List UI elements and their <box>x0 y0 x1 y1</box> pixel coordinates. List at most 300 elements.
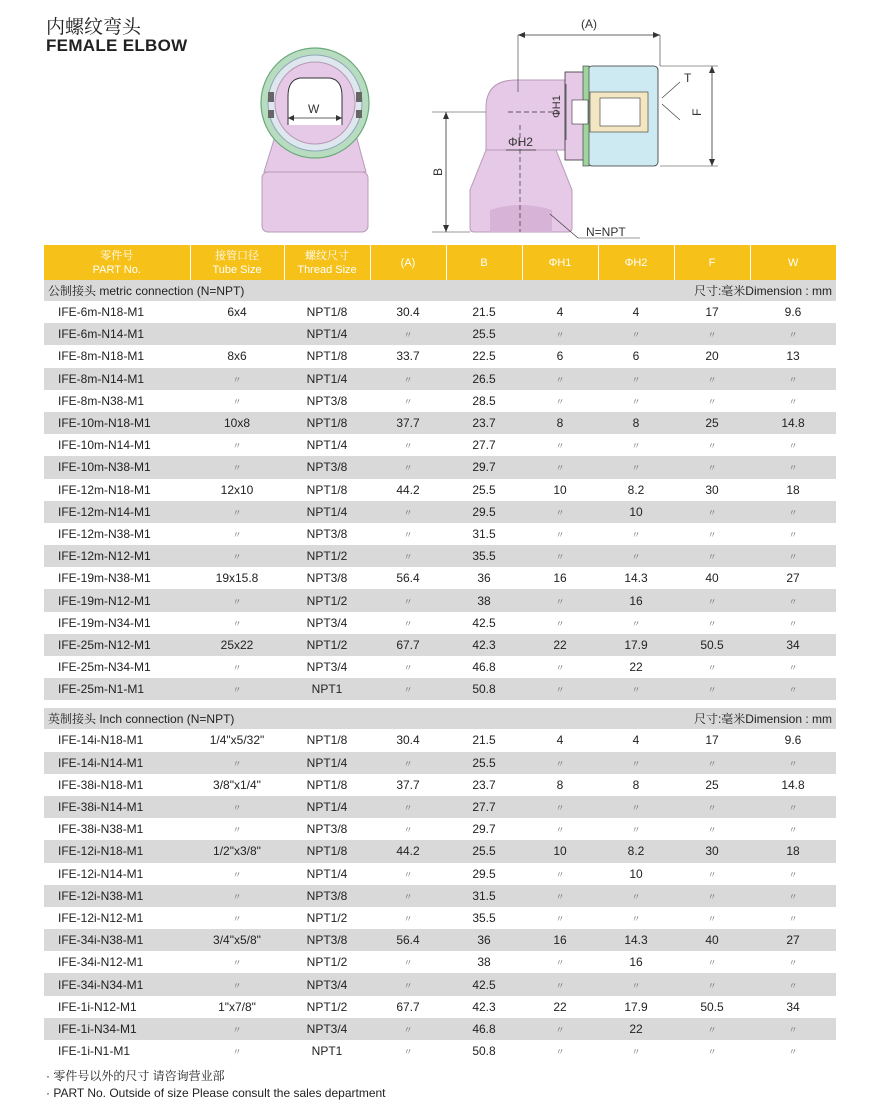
table-cell: 44.2 <box>396 482 420 497</box>
table-cell: 〃 <box>631 618 641 629</box>
table-cell: 〃 <box>555 913 565 924</box>
table-cell: 10 <box>598 501 674 523</box>
table-cell: NPT1/2 <box>284 589 370 611</box>
table-cell: 〃 <box>370 501 446 523</box>
table-cell: 13 <box>786 349 800 364</box>
col-header-tube-size: 接管口径 Tube Size <box>190 245 284 280</box>
table-cell: 〃 <box>674 752 750 774</box>
table-cell: 29.7 <box>472 822 496 837</box>
table-cell: IFE-12m-N14-M1 <box>44 501 190 523</box>
table-cell: IFE-14i-N18-M1 <box>58 733 144 748</box>
table-cell: 〃 <box>598 456 674 478</box>
table-cell: 33.7 <box>396 349 420 364</box>
table-cell: 8 <box>522 412 598 434</box>
table-cell: IFE-38i-N38-M1 <box>58 822 144 837</box>
table-cell: IFE-12m-N12-M1 <box>44 545 190 567</box>
table-cell: 30 <box>674 840 750 862</box>
table-cell: 〃 <box>707 1047 717 1058</box>
table-cell: 〃 <box>674 545 750 567</box>
table-cell: 4 <box>556 305 564 320</box>
table-cell: 〃 <box>750 796 836 818</box>
table-cell: NPT3/4 <box>306 660 348 675</box>
table-cell: 〃 <box>598 752 674 774</box>
table-cell: 8 <box>598 412 674 434</box>
table-cell: 25 <box>705 777 719 792</box>
table-cell: 8x6 <box>227 349 247 364</box>
table-row <box>44 752 836 774</box>
table-cell: IFE-14i-N14-M1 <box>44 752 190 774</box>
table-cell: IFE-34i-N34-M1 <box>44 973 190 995</box>
table-cell: 〃 <box>750 678 836 700</box>
table-cell: 〃 <box>788 913 798 924</box>
table-cell: 〃 <box>232 396 242 407</box>
table-cell: 50.5 <box>700 999 724 1014</box>
table-cell: 22.5 <box>472 349 496 364</box>
table-cell: 〃 <box>555 618 565 629</box>
table-cell: 〃 <box>788 441 798 452</box>
table-row <box>44 479 836 501</box>
table-cell: 21.5 <box>472 733 496 748</box>
table-cell: 34 <box>786 999 800 1014</box>
table-cell: 9.6 <box>784 305 802 320</box>
table-cell: NPT1/2 <box>306 955 348 970</box>
table-cell: 42.5 <box>472 615 496 630</box>
table-cell: NPT1/8 <box>306 305 348 320</box>
section-unit: 尺寸:毫米Dimension : mm <box>522 708 836 729</box>
table-row <box>44 1018 836 1040</box>
table-cell: NPT1 <box>284 678 370 700</box>
table-cell: 〃 <box>788 958 798 969</box>
table-cell: 23.7 <box>472 777 496 792</box>
table-cell: NPT3/8 <box>284 885 370 907</box>
table-cell: 〃 <box>555 869 565 880</box>
table-cell: 〃 <box>631 913 641 924</box>
table-cell: 8 <box>632 777 640 792</box>
table-cell: NPT3/8 <box>306 822 348 837</box>
col-header-part-no: 零件号 PART No. <box>44 245 190 280</box>
table-cell: 35.5 <box>446 545 522 567</box>
table-cell: 14.3 <box>624 571 648 586</box>
table-cell: IFE-1i-N12-M1 <box>58 999 137 1014</box>
table-cell: NPT3/8 <box>284 929 370 951</box>
table-cell: 〃 <box>190 589 284 611</box>
table-cell: 16 <box>629 955 643 970</box>
table-cell: 17.9 <box>598 634 674 656</box>
table-cell: 30 <box>705 482 719 497</box>
table-cell: IFE-19m-N34-M1 <box>58 615 151 630</box>
table-row <box>44 567 836 589</box>
col-header-a: (A) <box>370 245 446 280</box>
table-cell: IFE-12m-N38-M1 <box>58 526 151 541</box>
section-label: 英制接头 Inch connection (N=NPT) <box>44 708 522 729</box>
table-cell: 〃 <box>370 752 446 774</box>
table-cell: IFE-25m-N34-M1 <box>58 660 151 675</box>
table-cell: 〃 <box>370 545 446 567</box>
table-cell: 20 <box>705 349 719 364</box>
table-cell: NPT1/8 <box>306 733 348 748</box>
table-cell: 〃 <box>232 913 242 924</box>
table-cell: 〃 <box>370 589 446 611</box>
table-cell: 〃 <box>788 618 798 629</box>
table-row <box>44 951 836 973</box>
table-cell: 〃 <box>232 1047 242 1058</box>
table-cell: 1"x7/8" <box>218 999 256 1014</box>
col-header-b: B <box>446 245 522 280</box>
table-cell: 〃 <box>522 501 598 523</box>
table-row <box>44 840 836 862</box>
table-cell: 56.4 <box>370 929 446 951</box>
table-cell: IFE-10m-N14-M1 <box>58 438 151 453</box>
label-h2: ΦH2 <box>508 135 533 149</box>
table-row <box>44 368 836 390</box>
table-cell: 16 <box>598 589 674 611</box>
table-cell: 29.5 <box>446 501 522 523</box>
table-cell: NPT3/8 <box>306 393 348 408</box>
table-cell: NPT1/8 <box>306 482 348 497</box>
table-cell: 〃 <box>750 323 836 345</box>
table-cell: 17.9 <box>624 999 648 1014</box>
table-header-row <box>44 245 836 280</box>
table-cell: 18 <box>750 840 836 862</box>
table-cell: IFE-6m-N14-M1 <box>44 323 190 345</box>
table-cell: IFE-38i-N18-M1 <box>58 777 144 792</box>
table-cell: 31.5 <box>446 885 522 907</box>
table-cell: 6 <box>556 349 564 364</box>
table-cell: 30.4 <box>396 733 420 748</box>
table-cell: 40 <box>705 571 719 586</box>
table-cell: 〃 <box>750 368 836 390</box>
table-cell: 〃 <box>190 678 284 700</box>
table-cell: 6x4 <box>227 305 247 320</box>
table-cell: 〃 <box>555 529 565 540</box>
table-cell: NPT1/2 <box>306 910 348 925</box>
table-cell: 〃 <box>403 618 413 629</box>
table-cell: IFE-1i-N1-M1 <box>58 1044 131 1059</box>
table-row <box>44 456 836 478</box>
table-cell: 22 <box>522 634 598 656</box>
section-header <box>44 280 836 301</box>
table-cell: 〃 <box>598 323 674 345</box>
table-cell: NPT1/4 <box>284 796 370 818</box>
table-cell: NPT3/4 <box>284 1018 370 1040</box>
table-cell: 〃 <box>522 323 598 345</box>
table-cell: IFE-12i-N14-M1 <box>58 866 144 881</box>
table-cell: 25x22 <box>190 634 284 656</box>
table-row <box>44 774 836 796</box>
table-cell: 25 <box>674 412 750 434</box>
table-row <box>44 345 836 367</box>
table-cell: 〃 <box>232 825 242 836</box>
table-cell: 28.5 <box>472 393 496 408</box>
table-cell: 〃 <box>674 456 750 478</box>
table-cell: 〃 <box>598 885 674 907</box>
table-cell: NPT1/8 <box>306 777 348 792</box>
table-cell: NPT1/2 <box>306 999 348 1014</box>
table-cell: 1/2"x3/8" <box>190 840 284 862</box>
table-cell: 〃 <box>674 796 750 818</box>
table-cell: 〃 <box>631 825 641 836</box>
table-cell: 〃 <box>232 958 242 969</box>
table-cell: 〃 <box>403 958 413 969</box>
col-header-f: F <box>674 245 750 280</box>
table-cell: 22 <box>553 999 567 1014</box>
section-unit: 尺寸:毫米Dimension : mm <box>522 280 836 301</box>
table-cell: 〃 <box>707 618 717 629</box>
table-cell: NPT1/4 <box>284 752 370 774</box>
page-title-en: FEMALE ELBOW <box>46 36 188 55</box>
table-cell: IFE-19m-N12-M1 <box>44 589 190 611</box>
table-cell: 〃 <box>631 441 641 452</box>
table-cell: 〃 <box>750 589 836 611</box>
table-row <box>44 412 836 434</box>
table-cell: IFE-8m-N38-M1 <box>58 393 145 408</box>
table-cell: 25.5 <box>446 323 522 345</box>
table-cell: 46.8 <box>446 1018 522 1040</box>
table-row <box>44 434 836 456</box>
table-cell: 42.5 <box>446 973 522 995</box>
table-cell: 〃 <box>750 545 836 567</box>
col-header-w: W <box>750 245 836 280</box>
section-label: 公制接头 metric connection (N=NPT) <box>44 280 522 301</box>
table-cell: 42.3 <box>446 634 522 656</box>
table-cell: 〃 <box>555 396 565 407</box>
table-row <box>44 523 836 545</box>
table-cell: 〃 <box>232 663 242 674</box>
table-cell: 〃 <box>707 396 717 407</box>
table-cell: 〃 <box>190 885 284 907</box>
table-cell: 56.4 <box>396 571 420 586</box>
table-cell: 40 <box>674 929 750 951</box>
side-view <box>431 17 718 239</box>
table-cell: 36 <box>477 571 491 586</box>
table-cell: 3/4"x5/8" <box>190 929 284 951</box>
table-cell: 23.7 <box>446 412 522 434</box>
table-cell: 38 <box>477 955 491 970</box>
table-cell: NPT1/4 <box>284 368 370 390</box>
table-cell: 〃 <box>370 323 446 345</box>
table-cell: NPT1/8 <box>284 412 370 434</box>
table-cell: 〃 <box>674 589 750 611</box>
table-cell: 17 <box>705 305 719 320</box>
table-cell: 8 <box>556 777 564 792</box>
table-cell: 〃 <box>788 663 798 674</box>
table-cell: 〃 <box>555 825 565 836</box>
table-cell: 〃 <box>674 501 750 523</box>
table-cell: IFE-10m-N38-M1 <box>44 456 190 478</box>
table-cell: 〃 <box>788 1047 798 1058</box>
table-cell: 〃 <box>522 589 598 611</box>
table-cell: IFE-38i-N14-M1 <box>44 796 190 818</box>
table-cell: 〃 <box>403 913 413 924</box>
table-cell <box>190 323 284 345</box>
table-row <box>44 678 836 700</box>
table-cell: 12x10 <box>220 482 254 497</box>
table-cell: 14.8 <box>750 412 836 434</box>
table-cell: 〃 <box>555 1047 565 1058</box>
table-cell: 25.5 <box>446 840 522 862</box>
section-header <box>44 708 836 729</box>
table-row <box>44 796 836 818</box>
table-cell: 31.5 <box>472 526 496 541</box>
table-cell: 16 <box>553 571 567 586</box>
table-cell: 〃 <box>750 1018 836 1040</box>
table-cell: 22 <box>598 1018 674 1040</box>
table-cell: 〃 <box>522 796 598 818</box>
table-cell: IFE-8m-N18-M1 <box>58 349 145 364</box>
table-cell: 〃 <box>232 869 242 880</box>
table-row <box>44 863 836 885</box>
table-cell: 〃 <box>631 529 641 540</box>
label-w: W <box>308 102 320 116</box>
col-header-thread-size: 螺纹尺寸 Thread Size <box>284 245 370 280</box>
table-cell: 14.8 <box>781 777 805 792</box>
table-cell: 29.7 <box>446 456 522 478</box>
table-cell: IFE-34i-N12-M1 <box>58 955 144 970</box>
table-row <box>44 390 836 412</box>
page-title-cn: 内螺纹弯头 <box>46 16 142 38</box>
table-cell: 10 <box>522 840 598 862</box>
table-cell: NPT1/2 <box>284 634 370 656</box>
table-cell: 〃 <box>232 618 242 629</box>
table-cell: 37.7 <box>396 777 420 792</box>
table-cell: 〃 <box>190 501 284 523</box>
table-row <box>44 1040 836 1062</box>
table-cell: 〃 <box>190 545 284 567</box>
table-cell: IFE-1i-N34-M1 <box>44 1018 190 1040</box>
table-row <box>44 929 836 951</box>
table-cell: 〃 <box>707 663 717 674</box>
table-cell: 35.5 <box>472 910 496 925</box>
col-header-h1: ΦH1 <box>522 245 598 280</box>
table-row <box>44 634 836 656</box>
product-diagram <box>0 0 892 245</box>
table-cell: 〃 <box>555 663 565 674</box>
table-cell: 9.6 <box>784 733 802 748</box>
table-cell: NPT3/8 <box>306 526 348 541</box>
table-cell: 〃 <box>750 501 836 523</box>
table-row <box>44 612 836 634</box>
footnote-en: · PART No. Outside of size Please consult the sales department <box>46 1086 386 1100</box>
table-cell: NPT1/4 <box>306 866 348 881</box>
table-cell: IFE-12i-N38-M1 <box>44 885 190 907</box>
table-cell: IFE-12i-N18-M1 <box>44 840 190 862</box>
table-cell: IFE-25m-N1-M1 <box>44 678 190 700</box>
table-cell: 50.8 <box>472 1044 496 1059</box>
table-cell: 〃 <box>674 1018 750 1040</box>
table-cell: 〃 <box>370 368 446 390</box>
label-b: B <box>431 167 445 176</box>
table-cell: 26.5 <box>446 368 522 390</box>
table-cell: 21.5 <box>472 305 496 320</box>
table-cell: 〃 <box>674 368 750 390</box>
table-row <box>44 996 836 1018</box>
table-cell: 4 <box>556 733 564 748</box>
table-cell: 27 <box>786 571 800 586</box>
table-cell: 〃 <box>598 545 674 567</box>
table-cell: 〃 <box>707 529 717 540</box>
table-cell: IFE-25m-N12-M1 <box>44 634 190 656</box>
table-cell: NPT1/8 <box>284 840 370 862</box>
table-cell: 19x15.8 <box>215 571 259 586</box>
table-cell: 〃 <box>522 973 598 995</box>
table-cell: 〃 <box>631 1047 641 1058</box>
label-n: N=NPT <box>586 225 626 239</box>
table-cell: 27.7 <box>446 796 522 818</box>
table-cell: 〃 <box>370 973 446 995</box>
label-a: (A) <box>581 17 597 31</box>
table-cell: NPT3/8 <box>284 456 370 478</box>
table-cell: IFE-10m-N18-M1 <box>44 412 190 434</box>
table-cell: IFE-34i-N38-M1 <box>44 929 190 951</box>
table-cell: 〃 <box>555 958 565 969</box>
table-cell: 〃 <box>707 913 717 924</box>
table-cell: 36 <box>446 929 522 951</box>
table-row <box>44 818 836 840</box>
table-cell: 25.5 <box>472 482 496 497</box>
table-cell: 67.7 <box>396 999 420 1014</box>
table-cell: 50.8 <box>446 678 522 700</box>
table-row <box>44 301 836 323</box>
table-cell: NPT1/4 <box>284 501 370 523</box>
table-cell: 〃 <box>522 368 598 390</box>
table-cell: 67.7 <box>370 634 446 656</box>
table-cell: 1/4"x5/32" <box>209 733 265 748</box>
table-row <box>44 589 836 611</box>
table-cell: 〃 <box>598 678 674 700</box>
table-cell: 〃 <box>403 441 413 452</box>
table-cell: 〃 <box>707 441 717 452</box>
table-cell: 〃 <box>788 396 798 407</box>
label-t: T <box>684 71 692 85</box>
table-cell: 6 <box>632 349 640 364</box>
table-cell: NPT1/4 <box>284 323 370 345</box>
table-cell: 44.2 <box>370 840 446 862</box>
table-cell: 46.8 <box>472 660 496 675</box>
table-row <box>44 973 836 995</box>
footnote-cn: · 零件号以外的尺寸 请咨询营业部 <box>46 1069 225 1083</box>
spec-table <box>44 245 836 1062</box>
table-row <box>44 907 836 929</box>
table-cell: IFE-8m-N14-M1 <box>44 368 190 390</box>
table-cell: 10x8 <box>190 412 284 434</box>
table-cell: 〃 <box>403 396 413 407</box>
table-cell: 〃 <box>522 1018 598 1040</box>
table-cell: 22 <box>629 660 643 675</box>
table-cell: 〃 <box>707 869 717 880</box>
table-cell: 〃 <box>190 796 284 818</box>
table-row <box>44 729 836 751</box>
table-cell: 4 <box>632 733 640 748</box>
table-cell: 〃 <box>403 663 413 674</box>
table-cell: 〃 <box>370 885 446 907</box>
table-cell: 8.2 <box>627 482 645 497</box>
table-cell: 〃 <box>522 456 598 478</box>
table-cell: 〃 <box>403 529 413 540</box>
table-cell: NPT1/2 <box>284 545 370 567</box>
table-cell: 18 <box>786 482 800 497</box>
table-cell: NPT3/4 <box>284 973 370 995</box>
table-row <box>44 545 836 567</box>
front-view <box>261 48 369 232</box>
table-cell: 〃 <box>788 529 798 540</box>
table-cell: 〃 <box>403 1047 413 1058</box>
table-cell: 〃 <box>707 825 717 836</box>
table-cell: 10 <box>553 482 567 497</box>
table-cell: 16 <box>522 929 598 951</box>
label-f: F <box>690 108 704 116</box>
table-cell: 〃 <box>598 368 674 390</box>
table-cell: 42.3 <box>472 999 496 1014</box>
